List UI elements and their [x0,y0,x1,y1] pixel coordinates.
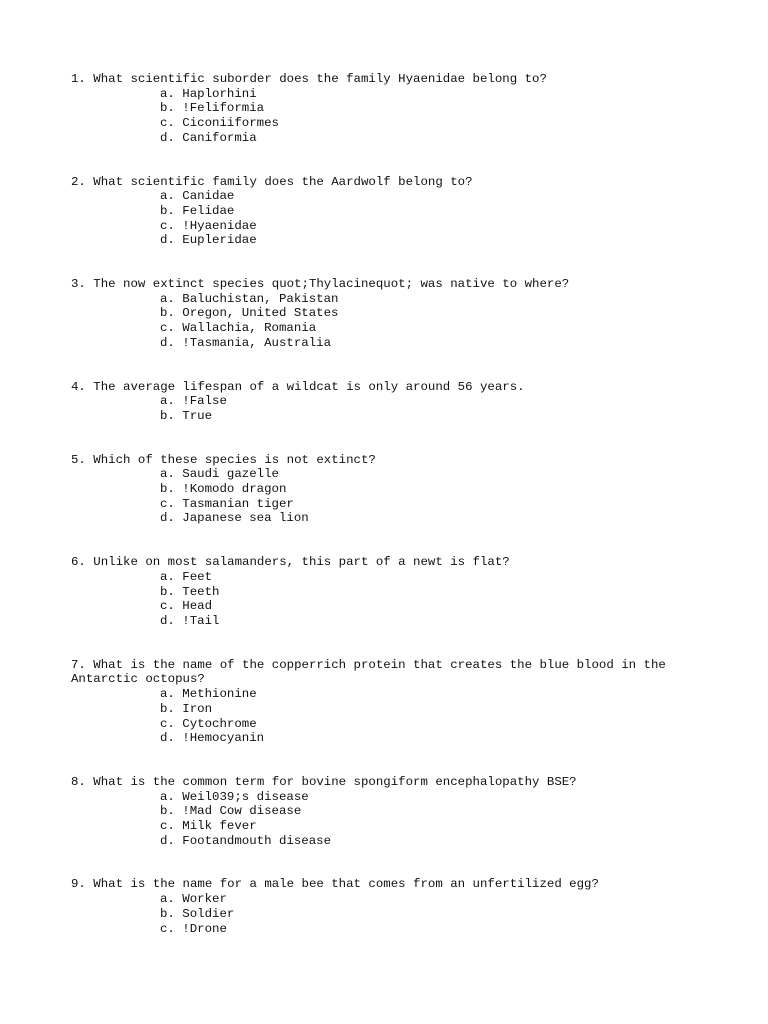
answer-option: b. !Komodo dragon [160,482,287,497]
question-8 [71,775,691,849]
answer-option: b. !Mad Cow disease [160,804,302,819]
answer-option: b. True [160,408,213,423]
question-9 [71,877,691,936]
question-4 [71,380,691,424]
question-6 [71,555,691,629]
question-5 [71,453,691,527]
answer-option: c. Wallachia, Romania [160,321,317,336]
answer-options [71,790,691,849]
answer-option: a. Baluchistan, Pakistan [160,291,339,306]
answer-options [71,687,691,746]
question-3 [71,277,691,351]
answer-option: a. Feet [160,569,213,584]
answer-option: d. Eupleridae [160,233,257,248]
answer-option: a. Saudi gazelle [160,467,279,482]
answer-option: d. Footandmouth disease [160,833,332,848]
question-text: 6. Unlike on most salamanders, this part of a newt is flat? [71,555,510,570]
answer-options [71,892,691,936]
answer-option: b. Teeth [160,584,220,599]
answer-option: b. Iron [160,701,213,716]
answer-option: b. !Feliformia [160,101,265,116]
answer-option: d. !Hemocyanin [160,731,265,746]
answer-option: c. Tasmanian tiger [160,496,294,511]
answer-option: c. !Hyaenidae [160,218,257,233]
answer-option: c. Cytochrome [160,716,257,731]
answer-option: a. Weil039;s disease [160,789,309,804]
question-text: 8. What is the common term for bovine spongiform encephalopathy BSE? [71,774,577,789]
question-text: 7. What is the name of the copperrich protein that creates the blue blood in the Antarctic octopus? [71,657,674,687]
question-text: 9. What is the name for a male bee that comes from an unfertilized egg? [71,877,599,892]
question-text: 3. The now extinct species quot;Thylacinequot; was native to where? [71,277,570,292]
quiz-document [71,72,691,965]
answer-options [71,467,691,526]
answer-option: a. Worker [160,892,227,907]
question-text: 5. Which of these species is not extinct? [71,452,376,467]
answer-options [71,292,691,351]
answer-options [71,189,691,248]
question-2 [71,175,691,249]
answer-option: b. Oregon, United States [160,306,339,321]
answer-option: d. !Tail [160,613,220,628]
answer-options [71,570,691,629]
answer-option: a. Methionine [160,687,257,702]
answer-options [71,394,691,423]
answer-option: c. Ciconiiformes [160,116,279,131]
answer-option: b. Soldier [160,906,235,921]
answer-options [71,87,691,146]
answer-option: c. !Drone [160,921,227,936]
answer-option: d. !Tasmania, Australia [160,335,332,350]
answer-option: a. Canidae [160,189,235,204]
question-1 [71,72,691,146]
question-7 [71,658,691,746]
answer-option: a. Haplorhini [160,86,257,101]
question-text: 2. What scientific family does the Aardwolf belong to? [71,174,473,189]
answer-option: a. !False [160,394,227,409]
answer-option: c. Head [160,599,213,614]
answer-option: d. Caniformia [160,130,257,145]
answer-option: c. Milk fever [160,819,257,834]
answer-option: d. Japanese sea lion [160,511,309,526]
question-text: 1. What scientific suborder does the family Hyaenidae belong to? [71,72,547,86]
answer-option: b. Felidae [160,203,235,218]
question-text: 4. The average lifespan of a wildcat is only around 56 years. [71,379,525,394]
